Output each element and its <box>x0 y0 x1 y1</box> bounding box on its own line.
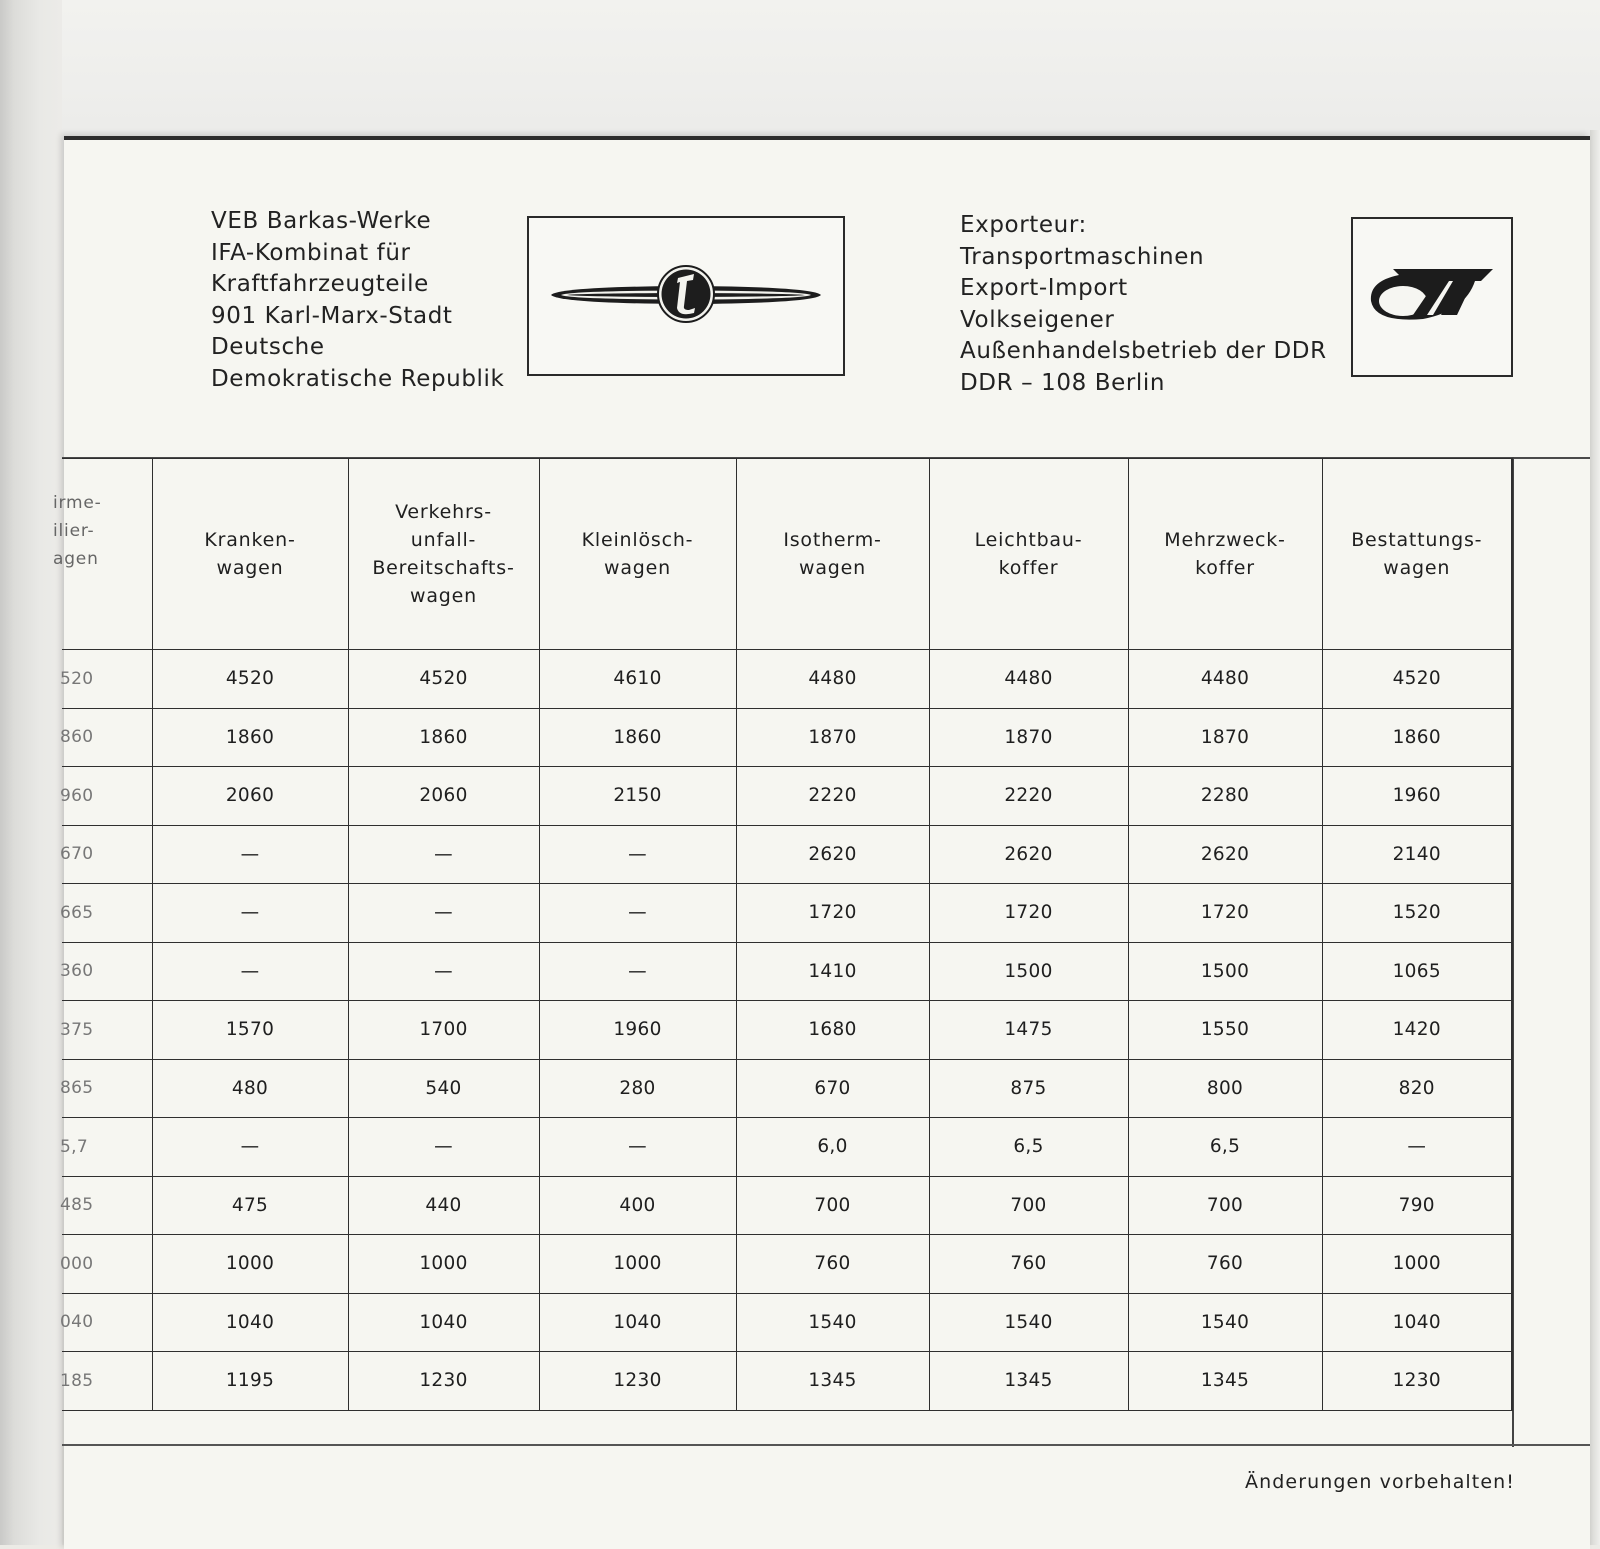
value-cell: 760 <box>929 1235 1128 1294</box>
value-cell: — <box>539 825 736 884</box>
value-cell: — <box>539 884 736 943</box>
disclaimer-note: Änderungen vorbehalten! <box>1245 1471 1516 1493</box>
value-cell: 1410 <box>736 942 929 1001</box>
value-cell: 760 <box>1128 1235 1322 1294</box>
value-cell: 1540 <box>929 1293 1128 1352</box>
value-cell: 1860 <box>539 708 736 767</box>
table-row <box>62 708 1512 767</box>
cut-cell: 375 <box>62 1001 152 1060</box>
address-line: IFA-Kombinat für <box>211 239 411 266</box>
column-header: Mehrzweck- koffer <box>1128 459 1322 650</box>
cut-cell: 960 <box>62 767 152 826</box>
address-line: Deutsche <box>211 334 325 360</box>
column-header: Isotherm- wagen <box>736 459 929 650</box>
value-cell: 1345 <box>929 1352 1128 1411</box>
value-cell: — <box>1322 1118 1512 1177</box>
value-cell: 790 <box>1322 1176 1512 1235</box>
table-row <box>62 1118 1512 1177</box>
cut-column-header: irme- ilier- agen <box>62 459 152 650</box>
exporter-line: Außenhandelsbetrieb der DDR <box>960 338 1327 364</box>
table-row <box>62 942 1512 1001</box>
value-cell: 1860 <box>152 708 348 767</box>
exporter-line: DDR – 108 Berlin <box>960 369 1166 396</box>
value-cell: 2220 <box>929 767 1128 826</box>
value-cell: 1960 <box>1322 767 1512 826</box>
value-cell: 1550 <box>1128 1001 1322 1060</box>
value-cell: 1500 <box>1128 942 1322 1001</box>
value-cell: 800 <box>1128 1059 1322 1118</box>
value-cell: — <box>152 942 348 1001</box>
page-edge-shadow-right <box>1590 130 1600 1545</box>
value-cell: 1520 <box>1322 884 1512 943</box>
value-cell: 1230 <box>1322 1352 1512 1411</box>
cut-cell: 040 <box>62 1293 152 1352</box>
value-cell: — <box>348 884 539 943</box>
table-header-row <box>62 459 1512 650</box>
column-header: Kleinlösch- wagen <box>539 459 736 650</box>
value-cell: 6,5 <box>929 1118 1128 1177</box>
table-row <box>62 650 1512 709</box>
column-header: Leichtbau- koffer <box>929 459 1128 650</box>
value-cell: 760 <box>736 1235 929 1294</box>
cut-cell: 000 <box>62 1235 152 1294</box>
value-cell: 4480 <box>929 650 1128 709</box>
value-cell: 1000 <box>348 1235 539 1294</box>
barkas-logo <box>527 216 845 376</box>
value-cell: — <box>539 942 736 1001</box>
value-cell: — <box>152 884 348 943</box>
page-bottom-rule <box>62 1444 1590 1446</box>
value-cell: 1860 <box>1322 708 1512 767</box>
table-row <box>62 1001 1512 1060</box>
cut-cell: 670 <box>62 825 152 884</box>
value-cell: 1040 <box>1322 1293 1512 1352</box>
value-cell: 1860 <box>348 708 539 767</box>
value-cell: 2620 <box>736 825 929 884</box>
value-cell: 1000 <box>539 1235 736 1294</box>
value-cell: 1720 <box>929 884 1128 943</box>
value-cell: 4520 <box>152 650 348 709</box>
tm-logo <box>1351 217 1513 377</box>
value-cell: 820 <box>1322 1059 1512 1118</box>
exporter-line: Export-Import <box>960 275 1128 301</box>
value-cell: 1000 <box>1322 1235 1512 1294</box>
value-cell: 1040 <box>539 1293 736 1352</box>
value-cell: 280 <box>539 1059 736 1118</box>
value-cell: 1870 <box>736 708 929 767</box>
value-cell: 1570 <box>152 1001 348 1060</box>
table-row <box>62 1176 1512 1235</box>
table-row <box>62 767 1512 826</box>
value-cell: 2140 <box>1322 825 1512 884</box>
value-cell: 1680 <box>736 1001 929 1060</box>
value-cell: 2620 <box>929 825 1128 884</box>
address-line: Demokratische Republik <box>211 365 505 392</box>
value-cell: — <box>348 825 539 884</box>
value-cell: 1475 <box>929 1001 1128 1060</box>
page-edge-shadow <box>0 0 62 1545</box>
value-cell: 1720 <box>736 884 929 943</box>
exporter-line: Transportmaschinen <box>960 243 1205 270</box>
cut-cell: 520 <box>62 650 152 709</box>
value-cell: 540 <box>348 1059 539 1118</box>
table-row <box>62 884 1512 943</box>
tm-emblem-icon <box>1353 219 1511 375</box>
table-row <box>62 1059 1512 1118</box>
value-cell: 1230 <box>539 1352 736 1411</box>
value-cell: 1700 <box>348 1001 539 1060</box>
value-cell: 1870 <box>929 708 1128 767</box>
value-cell: 670 <box>736 1059 929 1118</box>
address-line: Kraftfahrzeugteile <box>211 271 429 297</box>
cut-cell: 665 <box>62 884 152 943</box>
column-header: Verkehrs- unfall- Bereitschafts- wagen <box>348 459 539 650</box>
value-cell: 1870 <box>1128 708 1322 767</box>
exporter-line: Exporteur: <box>960 212 1087 238</box>
value-cell: 4520 <box>348 650 539 709</box>
exporter-line: Volkseigener <box>960 306 1115 333</box>
address-line: VEB Barkas-Werke <box>211 208 432 234</box>
value-cell: 4480 <box>736 650 929 709</box>
value-cell: 1420 <box>1322 1001 1512 1060</box>
cut-cell: 485 <box>62 1176 152 1235</box>
value-cell: 4480 <box>1128 650 1322 709</box>
value-cell: — <box>348 942 539 1001</box>
value-cell: 700 <box>929 1176 1128 1235</box>
column-header: Kranken- wagen <box>152 459 348 650</box>
value-cell: 480 <box>152 1059 348 1118</box>
table-row <box>62 1352 1512 1411</box>
value-cell: 1040 <box>152 1293 348 1352</box>
column-header: Bestattungs- wagen <box>1322 459 1512 650</box>
value-cell: 1230 <box>348 1352 539 1411</box>
value-cell: 1540 <box>736 1293 929 1352</box>
exporter-address <box>960 210 1327 399</box>
value-cell: 1040 <box>348 1293 539 1352</box>
value-cell: 1195 <box>152 1352 348 1411</box>
cut-cell: 360 <box>62 942 152 1001</box>
value-cell: 1720 <box>1128 884 1322 943</box>
value-cell: 2060 <box>348 767 539 826</box>
value-cell: 6,5 <box>1128 1118 1322 1177</box>
value-cell: 4610 <box>539 650 736 709</box>
value-cell: — <box>152 825 348 884</box>
cut-cell: 185 <box>62 1352 152 1411</box>
table-body <box>62 650 1512 1411</box>
cut-cell: 860 <box>62 708 152 767</box>
table-row <box>62 1293 1512 1352</box>
value-cell: 2060 <box>152 767 348 826</box>
value-cell: 6,0 <box>736 1118 929 1177</box>
value-cell: 700 <box>736 1176 929 1235</box>
value-cell: 1540 <box>1128 1293 1322 1352</box>
value-cell: — <box>152 1118 348 1177</box>
cut-cell: 865 <box>62 1059 152 1118</box>
value-cell: 4520 <box>1322 650 1512 709</box>
value-cell: 1000 <box>152 1235 348 1294</box>
value-cell: 400 <box>539 1176 736 1235</box>
table-row <box>62 1235 1512 1294</box>
value-cell: 475 <box>152 1176 348 1235</box>
manufacturer-address <box>211 206 504 395</box>
value-cell: 1345 <box>1128 1352 1322 1411</box>
barkas-emblem-icon <box>529 218 843 374</box>
cut-cell: 5,7 <box>62 1118 152 1177</box>
value-cell: 700 <box>1128 1176 1322 1235</box>
value-cell: 2220 <box>736 767 929 826</box>
value-cell: 1345 <box>736 1352 929 1411</box>
value-cell: 1065 <box>1322 942 1512 1001</box>
value-cell: 2280 <box>1128 767 1322 826</box>
specification-table <box>53 458 1513 1411</box>
value-cell: 2620 <box>1128 825 1322 884</box>
value-cell: — <box>539 1118 736 1177</box>
value-cell: 440 <box>348 1176 539 1235</box>
value-cell: 2150 <box>539 767 736 826</box>
value-cell: — <box>348 1118 539 1177</box>
table-row <box>62 825 1512 884</box>
value-cell: 1960 <box>539 1001 736 1060</box>
value-cell: 1500 <box>929 942 1128 1001</box>
value-cell: 875 <box>929 1059 1128 1118</box>
address-line: 901 Karl-Marx-Stadt <box>211 302 453 329</box>
